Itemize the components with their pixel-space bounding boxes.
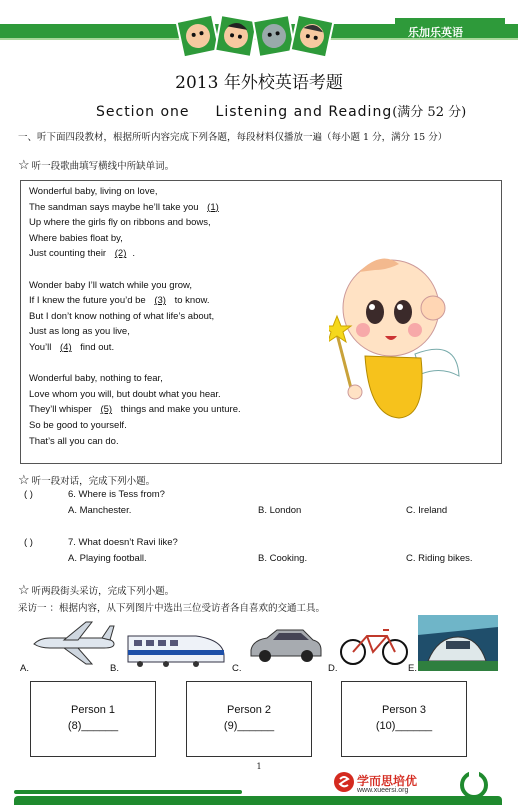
section-heading bbox=[96, 101, 466, 120]
label-b: B. bbox=[110, 663, 119, 674]
song-line bbox=[29, 342, 114, 353]
star-icon: ☆ bbox=[18, 583, 30, 598]
brand-logo-text: 乐加乐英语 bbox=[408, 26, 463, 39]
song-line-text: That’s all you can do. bbox=[29, 435, 119, 447]
label-a: A. bbox=[20, 663, 29, 674]
song-line bbox=[29, 373, 163, 384]
song-line bbox=[29, 248, 135, 259]
song-line bbox=[29, 404, 241, 415]
train-image bbox=[126, 626, 226, 674]
part2-prompt bbox=[18, 473, 155, 488]
song-line-text: The sandman says maybe he’ll take you bbox=[29, 201, 202, 213]
song-line-text: Wonderful baby, nothing to fear, bbox=[29, 373, 163, 385]
label-c: C. bbox=[232, 663, 242, 674]
song-line bbox=[29, 295, 209, 306]
part1-prompt bbox=[18, 158, 174, 173]
song-line-text: Just counting their bbox=[29, 248, 109, 260]
section-score: (满分 52 分) bbox=[392, 105, 467, 120]
song-line-text: Where babies float by, bbox=[29, 232, 123, 244]
person-answer-blank[interactable]: (9)______ bbox=[223, 720, 275, 732]
option-b: B. London bbox=[258, 505, 302, 516]
instruction: 一、听下面四段教材，根据所听内容完成下列各题，每段材料仅播放一遍（每小题 1 分，满分 15 分） bbox=[18, 132, 448, 143]
song-line-text: Up where the girls fly on ribbons and bows, bbox=[29, 217, 211, 229]
fill-in-blank[interactable]: (3) bbox=[154, 295, 166, 307]
part2-prompt-text: 听一段对话，完成下列小题。 bbox=[31, 476, 156, 487]
option-c: C. Riding bikes. bbox=[406, 553, 473, 564]
part3-prompt-text: 听两段街头采访，完成下列小题。 bbox=[31, 586, 175, 597]
song-line bbox=[29, 186, 158, 197]
person-box-1 bbox=[30, 681, 156, 757]
song-line-tail: find out. bbox=[77, 342, 115, 353]
section-right: Listening and Reading bbox=[215, 104, 393, 120]
person-name: Person 3 bbox=[381, 704, 427, 716]
song-line bbox=[29, 311, 214, 322]
interview-instruction: 采访一 ：根据内容，从下列图片中选出三位受访者各自喜欢的交通工具。 bbox=[18, 603, 326, 614]
song-line bbox=[29, 420, 127, 431]
person-box-3 bbox=[341, 681, 467, 757]
answer-paren[interactable]: ( ) bbox=[24, 489, 33, 500]
song-line-text: They’ll whisper bbox=[29, 404, 95, 416]
song-line-text: You’ll bbox=[29, 342, 55, 353]
part1-prompt-text: 听一段歌曲填写横线中所缺单词。 bbox=[31, 161, 175, 172]
cupid-baby-illustration bbox=[329, 246, 469, 426]
star-icon: ☆ bbox=[18, 473, 30, 488]
label-e: E. bbox=[408, 663, 417, 674]
airplane-image bbox=[30, 620, 116, 670]
label-d: D. bbox=[328, 663, 338, 674]
footer-green-bar bbox=[14, 796, 502, 805]
bicycle-image bbox=[339, 624, 409, 670]
car-image bbox=[247, 624, 323, 668]
person-answer-blank[interactable]: (10)______ bbox=[375, 720, 433, 732]
person-name: Person 2 bbox=[226, 704, 272, 716]
song-line bbox=[29, 217, 211, 228]
song-line-text: But I don’t know nothing of what life’s about, bbox=[29, 310, 215, 322]
song-line-text: If I knew the future you’d be bbox=[29, 295, 149, 307]
cartoon-faces-logo bbox=[176, 10, 336, 62]
fill-in-blank[interactable]: (1) bbox=[207, 201, 219, 213]
fill-in-blank[interactable]: (4) bbox=[60, 342, 72, 353]
song-line bbox=[29, 202, 225, 213]
song-line-tail: . bbox=[132, 248, 136, 260]
song-line-text: Just as long as you live, bbox=[29, 326, 130, 338]
fill-in-blank[interactable]: (5) bbox=[100, 404, 113, 416]
answer-paren[interactable]: ( ) bbox=[24, 537, 33, 548]
part3-prompt bbox=[18, 583, 174, 598]
person-box-2 bbox=[186, 681, 312, 757]
option-b: B. Cooking. bbox=[258, 553, 308, 564]
song-line bbox=[29, 436, 119, 447]
song-line-text: Wonder baby I’ll watch while you grow, bbox=[29, 279, 192, 291]
song-line-tail: to know. bbox=[171, 295, 210, 307]
song-line bbox=[29, 326, 130, 337]
person-answer-blank[interactable]: (8)______ bbox=[67, 720, 119, 732]
song-line-text: Love whom you will, but doubt what you hear. bbox=[29, 388, 221, 400]
star-icon: ☆ bbox=[18, 158, 30, 173]
song-line-text: So be good to yourself. bbox=[29, 420, 127, 431]
song-line-tail: things and make you unture. bbox=[118, 404, 241, 416]
song-line bbox=[29, 233, 123, 244]
page-title: 2013 年外校英语考题 bbox=[175, 73, 343, 93]
song-lyrics-box bbox=[20, 180, 502, 464]
fill-in-blank[interactable]: (2) bbox=[114, 248, 127, 260]
footer-logo-text: 学而思培优 bbox=[357, 774, 418, 788]
option-c: C. Ireland bbox=[406, 505, 448, 516]
option-a: A. Manchester. bbox=[68, 505, 132, 516]
question-text: 7. What doesn’t Ravi like? bbox=[68, 537, 178, 548]
footer-rule bbox=[14, 790, 242, 794]
xueersi-logo-icon bbox=[334, 772, 354, 792]
song-line-text: Wonderful baby, living on love, bbox=[29, 186, 158, 197]
question-text: 6. Where is Tess from? bbox=[68, 489, 165, 500]
subway-image bbox=[418, 615, 498, 671]
person-name: Person 1 bbox=[70, 704, 116, 716]
footer-url: www.xueersi.org bbox=[357, 787, 409, 794]
song-line bbox=[29, 280, 192, 291]
section-left: Section one bbox=[96, 104, 190, 120]
page-number: 1 bbox=[256, 762, 262, 771]
song-line bbox=[29, 389, 221, 400]
option-a: A. Playing football. bbox=[68, 553, 147, 564]
